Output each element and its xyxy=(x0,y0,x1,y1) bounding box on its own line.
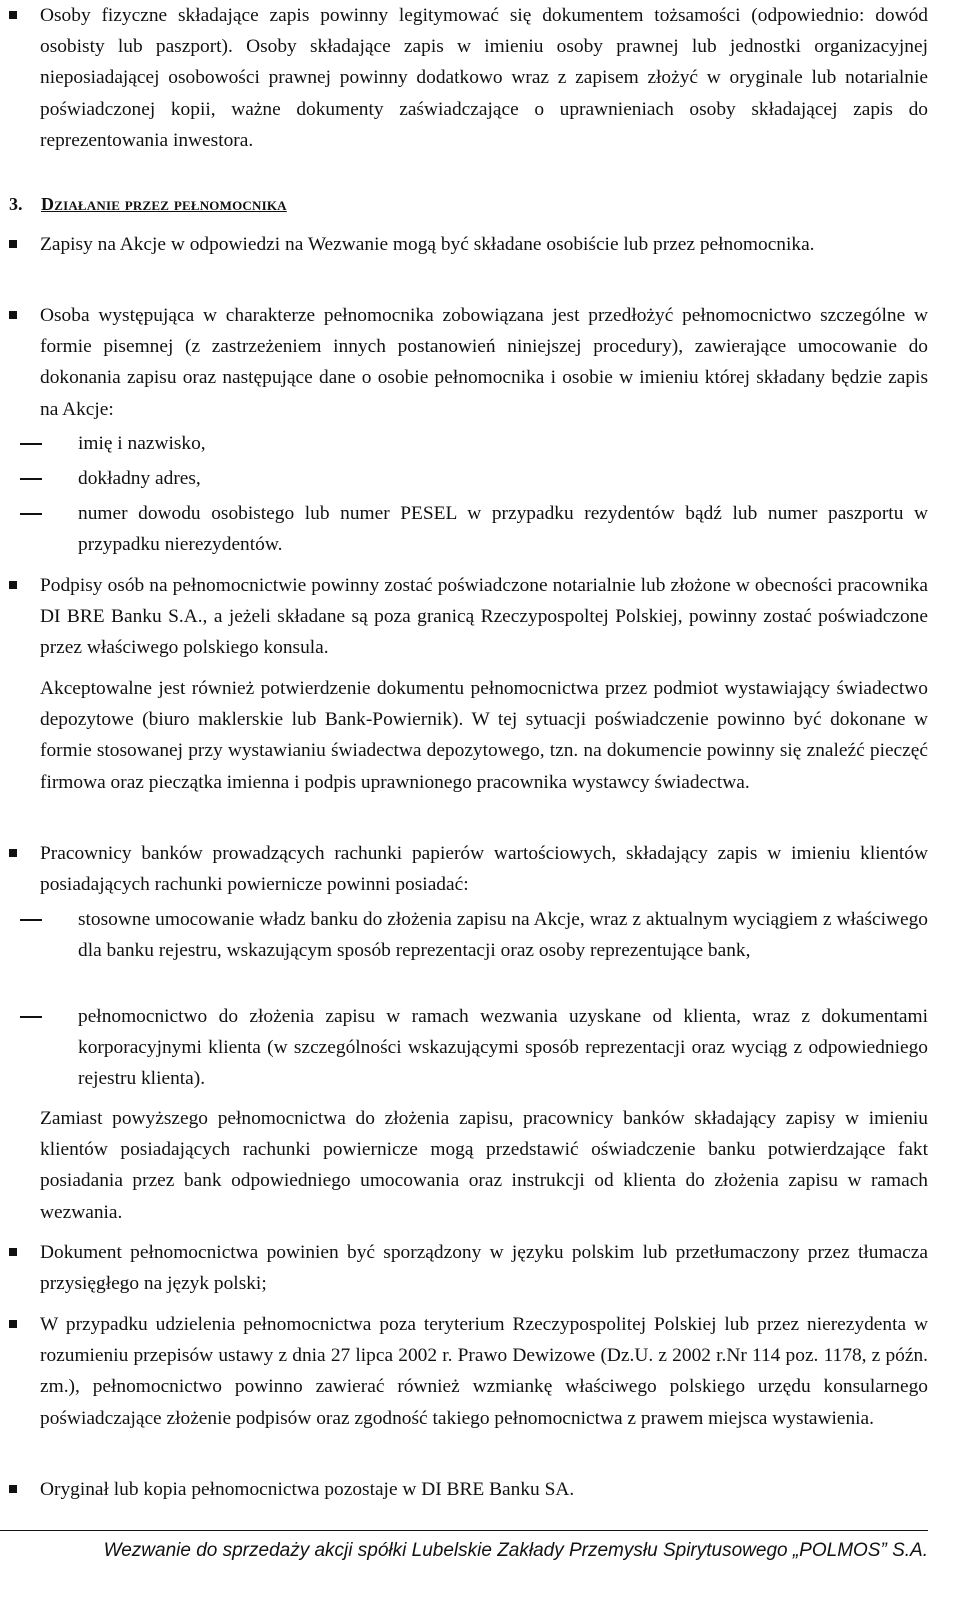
bullet-original-copy xyxy=(40,1474,928,1505)
square-bullet-icon xyxy=(9,11,17,19)
paragraph-confirmation xyxy=(40,673,928,798)
list-item-text: dokładny adres, xyxy=(78,468,201,489)
paragraph-text: Osoba występująca w charakterze pełnomocnika zobowiązana jest przedłożyć pełnomocnictwo szczególne w formie pisemnej (z zastrzeżeniem innych postanowień niniejszej procedury), zawierające umocowanie do dokonania zapisu oraz następujące dane o osobie pełnomocnika i osobie w imieniu której składany będzie zapis na Akcje: xyxy=(40,305,928,420)
paragraph-text: Zapisy na Akcje w odpowiedzi na Wezwanie mogą być składane osobiście lub przez pełnomocnika. xyxy=(40,234,815,255)
section-number: 3. xyxy=(9,194,23,214)
bullet-proxy-allowed xyxy=(40,229,928,260)
bullet-signatures xyxy=(40,570,928,664)
paragraph-bank-statement xyxy=(40,1103,928,1228)
square-bullet-icon xyxy=(9,1485,17,1493)
page-footer: Wezwanie do sprzedaży akcji spółki Lubelskie Zakłady Przemysłu Spirytusowego „POLMOS” S.A. xyxy=(103,1540,928,1561)
list-item xyxy=(78,428,928,459)
footer-divider xyxy=(0,1530,928,1531)
square-bullet-icon xyxy=(9,1248,17,1256)
list-item-text: pełnomocnictwo do złożenia zapisu w ramach wezwania uzyskane od klienta, wraz z dokumentami korporacyjnymi klienta (w szczególności wskazującymi sposób reprezentacji oraz wyciąg z odpowiedniego rejestru klienta). xyxy=(78,1006,928,1090)
paragraph-text: Dokument pełnomocnictwa powinien być sporządzony w języku polskim lub przetłumaczony przez tłumacza przysięgłego na język polski; xyxy=(40,1242,928,1295)
dash-bullet-icon xyxy=(20,919,42,921)
bullet-language xyxy=(40,1237,928,1299)
section-title: Działanie przez pełnomocnika xyxy=(41,194,287,214)
list-item-text: stosowne umocowanie władz banku do złożenia zapisu na Akcje, wraz z aktualnym wyciągiem z właściwego dla banku rejestru, wskazującym sposób reprezentacji oraz osoby reprezentujące bank, xyxy=(78,909,928,962)
paragraph-text: Zamiast powyższego pełnomocnictwa do złożenia zapisu, pracownicy banków składający zapisy w imieniu klientów posiadających rachunki powiernicze mogą przedstawić oświadczenie banku potwierdzające fakt posiadania przez bank odpowiedniego umocowania oraz instrukcji od klienta do złożenia zapisu w ramach wezwania. xyxy=(40,1108,928,1223)
paragraph-text: W przypadku udzielenia pełnomocnictwa poza teryterium Rzeczypospolitej Polskiej lub przez nierezydenta w rozumieniu przepisów ustawy z dnia 27 lipca 2002 r. Prawo Dewizowe (Dz.U. z 2002 r.Nr 114 poz. 1178, z późn. zm.), pełnomocnictwo powinno zawierać również wzmiankę właściwego polskiego urzędu konsularnego poświadczające złożenie podpisów oraz zgodność takiego pełnomocnictwa z prawem miejsca wystawienia. xyxy=(40,1314,928,1429)
paragraph-text: Oryginał lub kopia pełnomocnictwa pozostaje w DI BRE Banku SA. xyxy=(40,1479,575,1500)
list-item-text: imię i nazwisko, xyxy=(78,433,206,454)
bullet-proxy-requirements xyxy=(40,300,928,425)
dash-bullet-icon xyxy=(20,478,42,480)
dash-bullet-icon xyxy=(20,1016,42,1018)
square-bullet-icon xyxy=(9,1320,17,1328)
list-item-text: numer dowodu osobistego lub numer PESEL w przypadku rezydentów bądź lub numer paszportu w przypadku nierezydentów. xyxy=(78,503,928,556)
paragraph-text: Podpisy osób na pełnomocnictwie powinny zostać poświadczone notarialnie lub złożone w obecności pracownika DI BRE Banku S.A., a jeżeli składane są poza granicą Rzeczypospoltej Polskiej, powinny zostać poświadczone przez właściwego polskiego konsula. xyxy=(40,575,928,659)
dash-bullet-icon xyxy=(20,513,42,515)
section-heading xyxy=(9,189,287,219)
list-item xyxy=(78,463,928,494)
list-item xyxy=(78,1001,928,1095)
dash-bullet-icon xyxy=(20,443,42,445)
paragraph-text: Osoby fizyczne składające zapis powinny legitymować się dokumentem tożsamości (odpowiednio: dowód osobisty lub paszport). Osoby składające zapis w imieniu osoby prawnej lub jednostki organizacyjnej nieposiadającej osobowości prawnej powinny dodatkowo wraz z zapisem złożyć w oryginale lub notarialnie poświadczonej kopii, ważne dokumenty zaświadczające o uprawnieniach osoby składającej zapis do reprezentowania inwestora. xyxy=(40,5,928,151)
list-item xyxy=(78,498,928,560)
bullet-bank-employees xyxy=(40,838,928,900)
bullet-foreign-proxy xyxy=(40,1309,928,1434)
square-bullet-icon xyxy=(9,581,17,589)
paragraph-text: Pracownicy banków prowadzących rachunki papierów wartościowych, składający zapis w imieniu klientów posiadających rachunki powiernicze powinni posiadać: xyxy=(40,843,928,896)
bullet-identity-documents xyxy=(40,0,928,156)
square-bullet-icon xyxy=(9,311,17,319)
paragraph-text: Akceptowalne jest również potwierdzenie dokumentu pełnomocnictwa przez podmiot wystawiający świadectwo depozytowe (biuro maklerskie lub Bank-Powiernik). W tej sytuacji poświadczenie powinno być dokonane w formie stosowanej przy wystawianiu świadectwa depozytowego, tzn. na dokumencie powinny się znaleźć pieczęć firmowa oraz pieczątka imienna i podpis uprawnionego pracownika wystawcy świadectwa. xyxy=(40,678,928,793)
square-bullet-icon xyxy=(9,240,17,248)
list-item xyxy=(78,904,928,966)
square-bullet-icon xyxy=(9,849,17,857)
